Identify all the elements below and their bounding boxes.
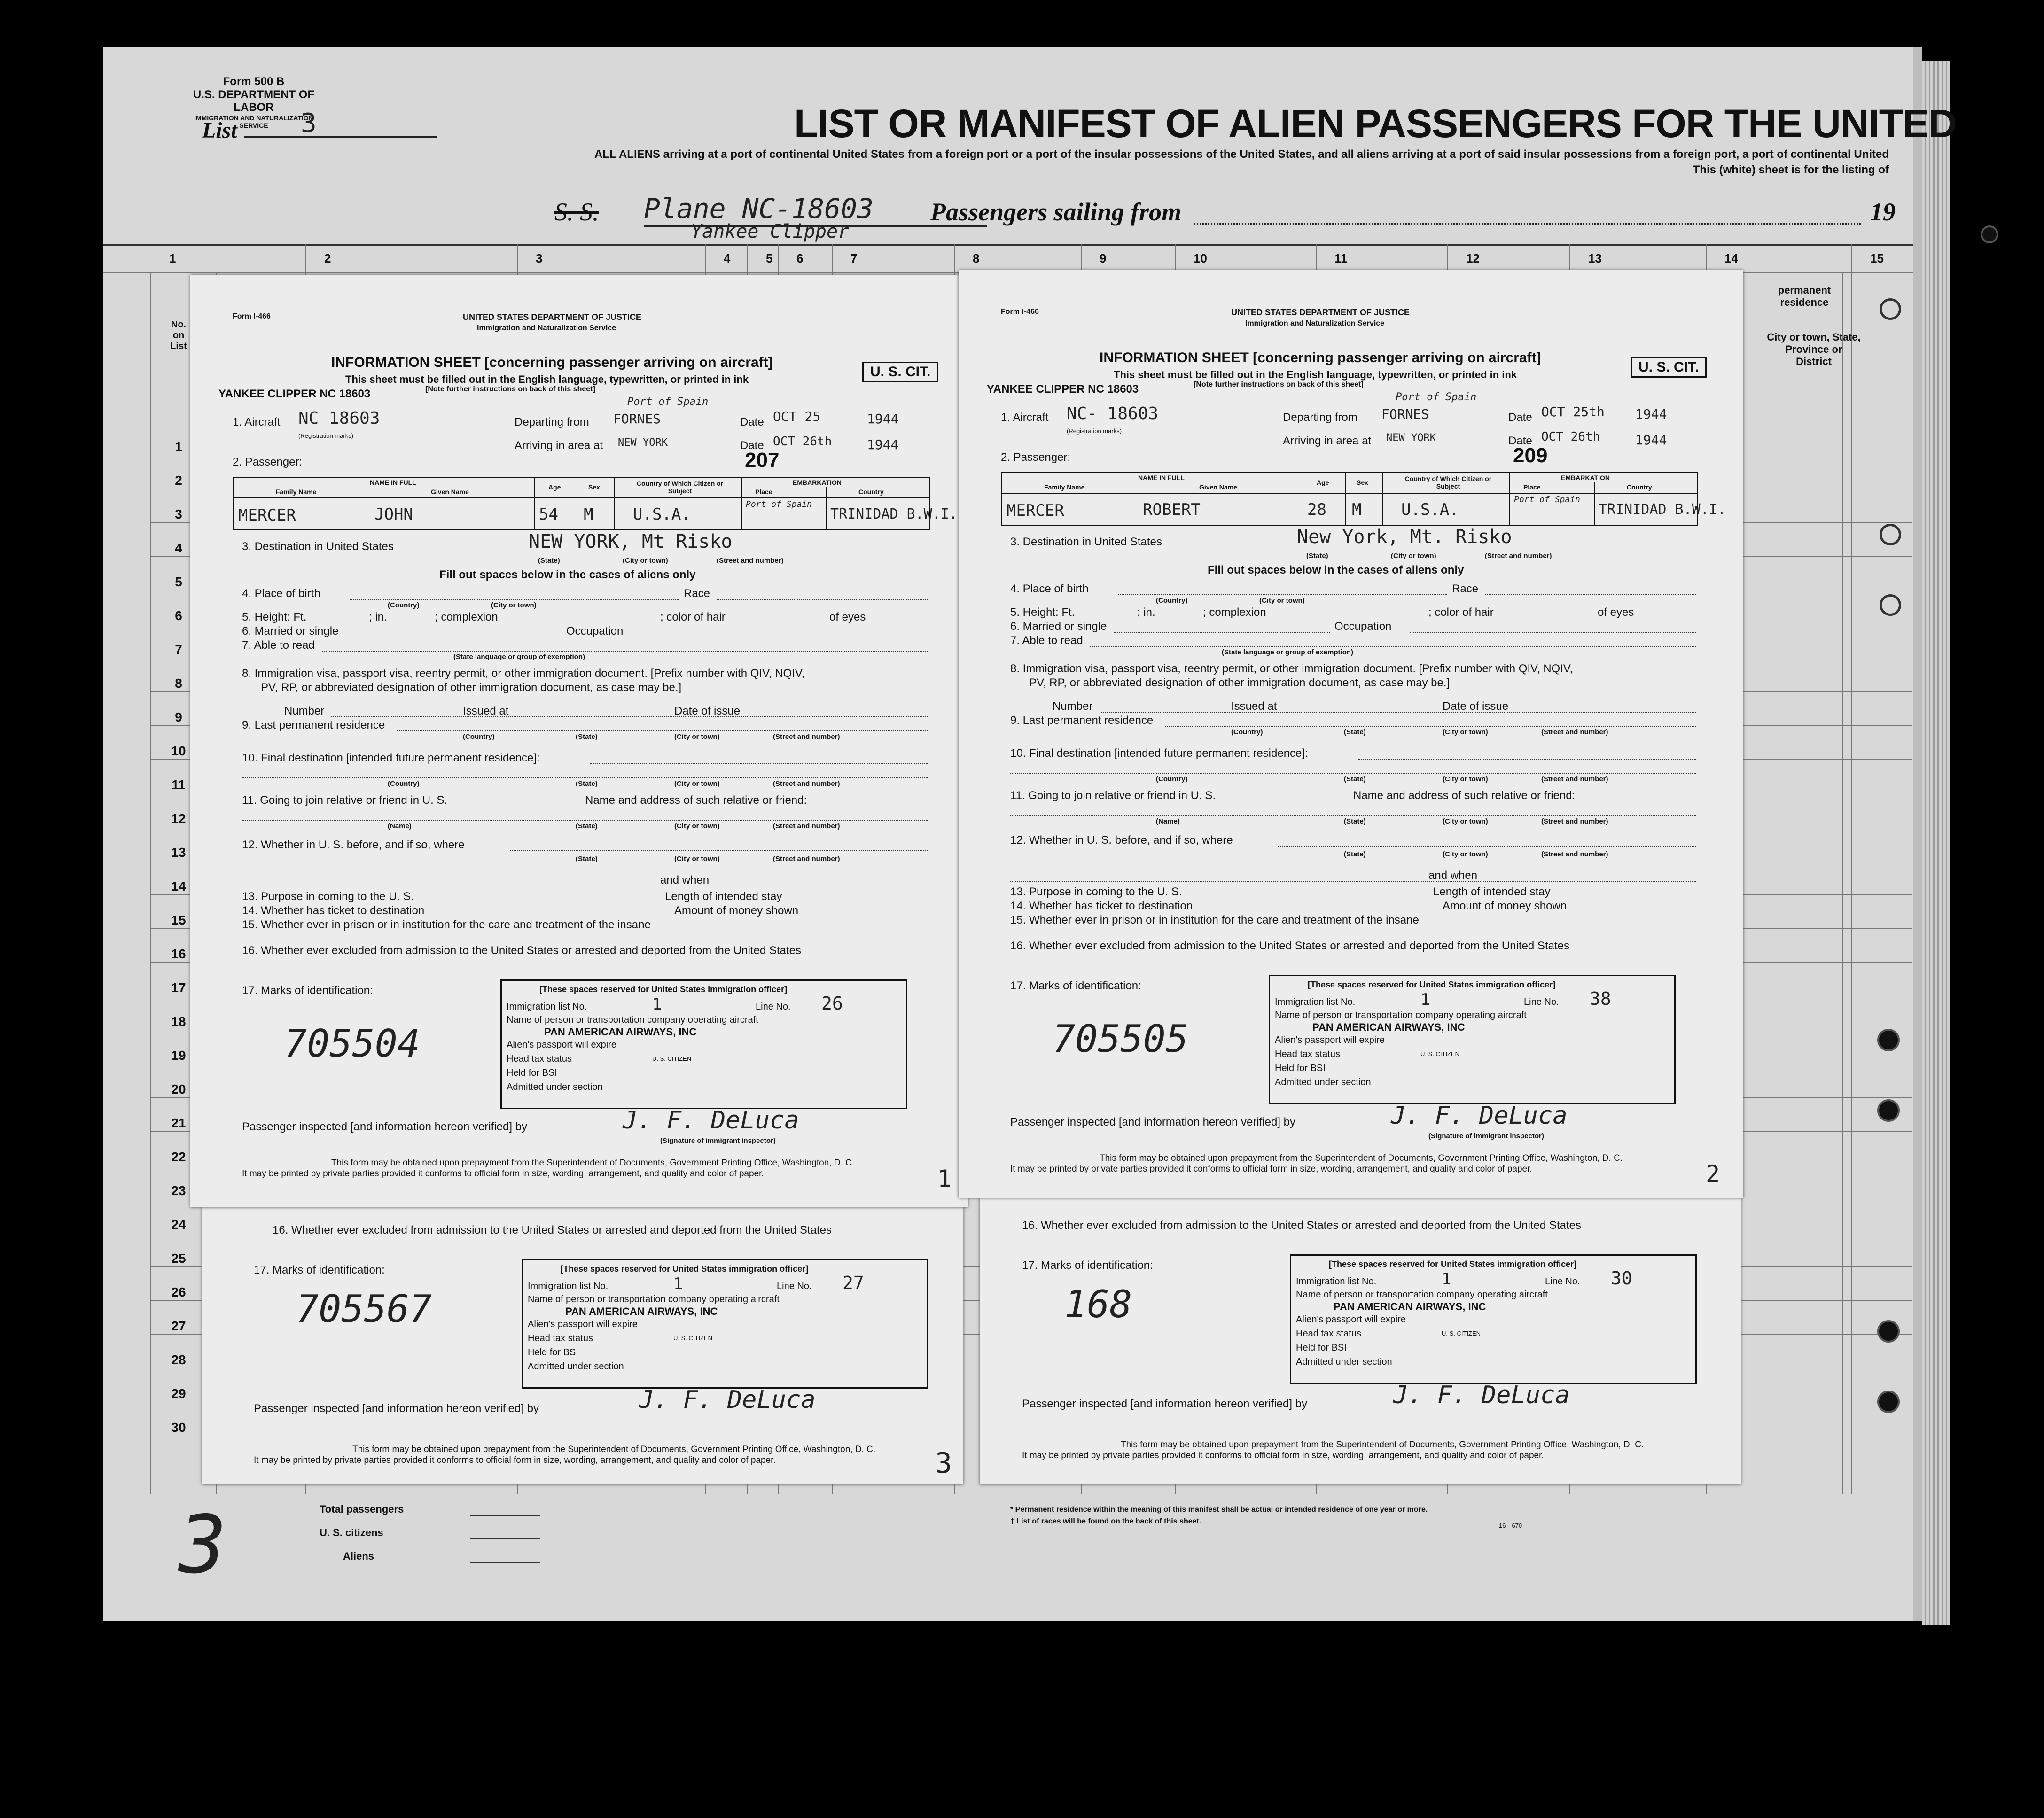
punch-hole — [1981, 225, 1998, 243]
footnote-residence: * Permanent residence within the meaning of this manifest shall be actual or intended residence of one year or more. — [1010, 1506, 1428, 1514]
signature: J. F. DeLuca — [1391, 1102, 1568, 1130]
corner-number: 2 — [1706, 1160, 1720, 1188]
row-number: 12 — [171, 811, 186, 826]
row-number: 23 — [171, 1183, 186, 1198]
info-sheet-robert-mercer: Form I-466 UNITED STATES DEPARTMENT OF JUSTICE Immigration and Naturalization Service INFORMATION SHEET [concerning passenger arriving on aircraft] This sheet must be filled out in the English language, typewritten, or printed in ink [Note further instructions on back of this sheet] U. S. CIT. YANKEE CLIPPER NC 18603 1. Aircraft NC- 18603 (Registration marks) Departing from Port of Spain FORNES Date OCT 25th 1944 Arriving in area at NEW YORK Date OCT 26th 1944 2. Passenger: 209 NAME IN FULL Family Name Given Name Age Sex Country of Which Citizen or Subject EMBARKATION Place Country MERCER ROBERT 28 M U.S.A. Port of Spain TRINIDAD B.W.I. 3. Destination in United States New York, Mt. Risko (State) (City or town) (Street and number) Fill out spaces below in the cases of aliens only 4. Place of birth Race (Country) (City or town) 5. Height: Ft. ; in. ; complexion ; color of hair of eyes 6. Married or single Occupation 7. Able to read (State language or group of exemption) 8. Immigration visa, passport visa, reentry permit, or other immigration document. [Prefix number with QIV, NQIV, PV, RP, or abbreviated designation of other immigration document, as case may be.] Number Issued at Date of issue 9. Last permanent residence (Country) (State) (City or town) (Street and number) 10. Final destination [intended future permanent residence]: (Country) (State) (City or town) (Street and number) 11. Going to join relative or friend in U. S. Name and address of such relative or friend: (Name) (State) (City or town) (Street and number) 12. Whether in U. S. before, and if so, where (State) (City or town) (Street and number) and when 13. Purpose in coming to the U. S. Length of intended stay 14. Whether has ticket to destination Amount of money shown 15. Whether ever in prison or in institution for the care and treatment of the insane 16. Whether ever excluded from admission to the United States or arrested and deported from the United States 17. Marks of identification: [These spaces reserved for United States immigration officer] Immigration list No. 1 Line No. 38 Name of person or transportation company operating aircraft PAN AMERICAN AIRWAYS, INC Alien's passport will expire Head tax status U. S. CITIZEN Held for BSI Admitted under section 705505 Passenger inspected [and information hereon verified] by J. F. DeLuca (Signature of immigrant inspector) This form may be obtained upon prepayment from the Superintendent of Documents, Government Printing Office, Washington, D. C. It may be printed by private parties provided it conforms to official form in size, wording, arrangement, and quality and color of paper. 2 — [959, 270, 1743, 1198]
row-number: 10 — [171, 744, 186, 758]
punch-hole — [1877, 1391, 1900, 1413]
family-name-value: MERCER — [238, 506, 296, 525]
list-number: 3 — [301, 108, 317, 139]
passenger-number: 209 — [1513, 444, 1548, 467]
punch-hole — [1877, 1099, 1900, 1122]
hand-total: 3 — [179, 1499, 227, 1592]
column-number: 12 — [1466, 251, 1480, 265]
service: Immigration and Naturalization Service — [477, 324, 616, 332]
row-number: 19 — [171, 1048, 186, 1063]
q16-label: 16. Whether ever excluded from admission to the United States or arrested and deported from the United States — [273, 1224, 832, 1236]
given-name-value: ROBERT — [1143, 500, 1201, 519]
row-number: 16 — [171, 947, 186, 961]
ring-hole — [1880, 298, 1901, 320]
line-no-value: 38 — [1590, 988, 1611, 1009]
column-number: 9 — [1100, 251, 1107, 265]
row-number: 5 — [175, 575, 182, 589]
aircraft-value: NC 18603 — [298, 409, 380, 428]
sex-value: M — [584, 505, 593, 524]
yankee-stamp: YANKEE CLIPPER NC 18603 — [218, 388, 371, 400]
note: [Note further instructions on back of this sheet] — [425, 385, 595, 393]
ship-name: Plane NC-18603 — [644, 193, 874, 225]
dept: UNITED STATES DEPARTMENT OF JUSTICE — [1231, 308, 1410, 317]
signature: J. F. DeLuca — [639, 1386, 816, 1414]
row-number: 1 — [175, 439, 182, 454]
form-id: Form I-466 — [1001, 308, 1039, 316]
us-citizens-label: U. S. citizens — [320, 1527, 383, 1538]
marks-value: 168 — [1064, 1282, 1132, 1326]
marks-value: 705505 — [1053, 1017, 1188, 1061]
ship-name-2: Yankee Clipper — [691, 221, 850, 242]
department: U.S. DEPARTMENT OF LABOR — [193, 88, 315, 114]
row-number: 28 — [171, 1352, 186, 1367]
q17-label: 17. Marks of identification: — [254, 1264, 385, 1276]
imm-list-value: 1 — [652, 995, 662, 1014]
sailing-from-line — [1194, 223, 1861, 225]
form-code: 16—670 — [1499, 1522, 1522, 1529]
info-sheet-john-mercer: Form I-466 UNITED STATES DEPARTMENT OF JUSTICE Immigration and Naturalization Service INFORMATION SHEET [concerning passenger arriving on aircraft] This sheet must be filled out in the English language, typewritten, or printed in ink [Note further instructions on back of this sheet] U. S. CIT. YANKEE CLIPPER NC 18603 1. Aircraft NC 18603 (Registration marks) Departing from Port of Spain FORNES Date OCT 25 1944 Arriving in area at NEW YORK Date OCT 26th 1944 2. Passenger: 207 NAME IN FULL Family Name Given Name Age Sex Country of Which Citizen or Subject EMBARKATION Place Country MERCER JOHN 54 M U.S.A. Port of Spain TRINIDAD B.W.I. 3. Destination in United States NEW YORK, Mt Risko (State) (City or town) (Street and number) Fill out spaces below in the cases of aliens only 4. Place of birth Race (Country) (City or town) 5. Height: Ft. ; in. ; complexion ; color of hair of eyes 6. Married or single Occupation 7. Able to read (State language or group of exemption) 8. Immigration visa, passport visa, reentry permit, or other immigration document. [Prefix number with QIV, NQIV, PV, RP, or abbreviated designation of other immigration document, as case may be.] Number Issued at Date of issue 9. Last permanent residence (Country) (State) (City or town) (Street and number) 10. Final destination [intended future permanent residence]: (Country) (State) (City or town) (Street and number) 11. Going to join relative or friend in U. S. Name and address of such relative or friend: (Name) (State) (City or town) (Street and number) 12. Whether in U. S. before, and if so, where (State) (City or town) (Street and number) and when 13. Purpose in coming to the U. S. Length of intended stay 14. Whether has ticket to destination Amount of money shown 15. Whether ever in prison or in institution for the care and treatment of the insane 16. Whether ever excluded from admission to the United States or arrested and deported from the United States 17. Marks of identification: [These spaces reserved for United States immigration officer] Immigration list No. 1 Line No. 26 Name of person or transportation company operating aircraft PAN AMERICAN AIRWAYS, INC Alien's passport will expire Head tax status U. S. CITIZEN Held for BSI Admitted under section 705504 Passenger inspected [and information hereon verified] by J. F. DeLuca (Signature of immigrant inspector) This form may be obtained upon prepayment from the Superintendent of Documents, Government Printing Office, Washington, D. C. It may be printed by private parties provided it conforms to official form in size, wording, arrangement, and quality and color of paper. 1 — [190, 275, 968, 1207]
age-value: 54 — [539, 505, 558, 524]
marks-value: 705567 — [296, 1287, 432, 1331]
yankee-stamp: YANKEE CLIPPER NC 18603 — [987, 383, 1139, 396]
form-id: Form I-466 — [233, 312, 271, 320]
punch-hole — [1877, 1029, 1900, 1051]
officer-box: [These spaces reserved for United States immigration officer] Immigration list No. 1 Line No. 38 Name of person or transportation company operating aircraft PAN AMERICAN AIRWAYS, INC Alien's passport will expire Head tax status U. S. CITIZEN Held for BSI Admitted under section — [1269, 975, 1676, 1104]
arriving-value: NEW YORK — [1386, 432, 1436, 444]
us-cit-stamp: U. S. CIT. — [1631, 357, 1707, 378]
citizen-value: U.S.A. — [1401, 500, 1459, 519]
column-number: 10 — [1194, 251, 1207, 265]
destination-value: New York, Mt. Risko — [1297, 526, 1512, 548]
arriving-value: NEW YORK — [618, 437, 668, 449]
officer-box: [These spaces reserved for United States immigration officer] Immigration list No. 1 Line No. 30 Name of person or transportation company operating aircraft PAN AMERICAN AIRWAYS, INC Alien's passport will expire Head tax status U. S. CITIZEN Held for BSI Admitted under section — [1290, 1254, 1697, 1384]
column-number: 13 — [1588, 251, 1602, 265]
row-number: 14 — [171, 879, 186, 893]
imm-list-value: 1 — [1442, 1270, 1451, 1289]
departure-year: 1944 — [867, 411, 899, 427]
list-label: List — [202, 118, 237, 143]
permanent-residence-header: permanent residence — [1778, 284, 1831, 308]
departing-value: FORNES — [613, 411, 661, 427]
column-number: 2 — [324, 251, 331, 265]
form-number: Form 500 B — [223, 75, 285, 88]
row-number: 8 — [175, 676, 182, 691]
no-on-list-header: No. on List — [170, 319, 187, 351]
row-number: 29 — [171, 1386, 186, 1401]
footnote-races: † List of races will be found on the back of this sheet. — [1010, 1517, 1201, 1525]
info-sheet-under-left: 16. Whether ever excluded from admission to the United States or arrested and deported from the United States 17. Marks of identification: [These spaces reserved for United States immigration officer] Immigration list No. 1 Line No. 27 Name of person or transportation company operating aircraft PAN AMERICAN AIRWAYS, INC Alien's passport will expire Head tax status U. S. CITIZEN Held for BSI Admitted under section 705567 Passenger inspected [and information hereon verified] by J. F. DeLuca This form may be obtained upon prepayment from the Superintendent of Documents, Government Printing Office, Washington, D. C. It may be printed by private parties provided it conforms to official form in size, wording, arrangement, and quality and color of paper. 3 — [202, 1193, 963, 1484]
port-note: Port of Spain — [1396, 391, 1477, 403]
embark-place-value: Port of Spain — [1514, 495, 1580, 505]
page-stack-edge — [1922, 61, 1950, 1625]
row-number: 2 — [175, 473, 182, 488]
row-number: 6 — [175, 608, 182, 623]
us-cit-stamp: U. S. CIT. — [862, 362, 938, 382]
embark-country-value: TRINIDAD B.W.I. — [830, 506, 958, 522]
column-number: 7 — [850, 251, 858, 265]
total-passengers-label: Total passengers — [320, 1503, 404, 1515]
arrival-year: 1944 — [867, 437, 899, 452]
row-number: 18 — [171, 1014, 186, 1029]
column-number: 15 — [1870, 251, 1884, 265]
dept: UNITED STATES DEPARTMENT OF JUSTICE — [463, 312, 642, 322]
ss-label: S. S. — [554, 198, 599, 226]
column-number: 3 — [536, 251, 543, 265]
sailing-from-label: Passengers sailing from — [930, 198, 1182, 226]
embark-place-value: Port of Spain — [746, 499, 812, 509]
column-number: 6 — [796, 251, 804, 265]
instruction: This sheet must be filled out in the English language, typewritten, or printed in ink — [1114, 369, 1517, 381]
column-number: 5 — [766, 251, 773, 265]
given-name-value: JOHN — [374, 505, 413, 524]
column-number: 8 — [973, 251, 980, 265]
punch-hole — [1877, 1320, 1900, 1343]
row-number: 24 — [171, 1217, 186, 1232]
sheet-heading: INFORMATION SHEET [concerning passenger arriving on aircraft] — [331, 355, 773, 370]
row-number: 30 — [171, 1420, 186, 1435]
row-number: 26 — [171, 1285, 186, 1299]
row-number: 27 — [171, 1319, 186, 1333]
marks-value: 705504 — [284, 1022, 420, 1065]
corner-number: 3 — [935, 1447, 952, 1480]
row-number: 21 — [171, 1116, 186, 1130]
line-no-value: 26 — [821, 993, 843, 1014]
passenger-table: NAME IN FULL Family Name Given Name Age Sex Country of Which Citizen or Subject EMBARKATION Place Country MERCER JOHN 54 M U.S.A. Port of Spain TRINIDAD B.W.I. — [233, 477, 930, 530]
corner-number: 1 — [937, 1165, 952, 1192]
destination-value: NEW YORK, Mt Risko — [529, 531, 733, 552]
row-number: 9 — [175, 710, 182, 724]
officer-box: [These spaces reserved for United States immigration officer] Immigration list No. 1 Line No. 26 Name of person or transportation company operating aircraft PAN AMERICAN AIRWAYS, INC Alien's passport will expire Head tax status U. S. CITIZEN Held for BSI Admitted under section — [500, 979, 907, 1109]
aliens-label: Aliens — [343, 1550, 374, 1562]
row-number: 20 — [171, 1082, 186, 1096]
sex-value: M — [1352, 500, 1362, 519]
line-no-value: 27 — [843, 1273, 864, 1293]
departure-date: OCT 25th — [1541, 404, 1605, 420]
signature: J. F. DeLuca — [623, 1106, 799, 1134]
arrival-year: 1944 — [1635, 432, 1667, 448]
row-number: 3 — [175, 507, 182, 521]
arrival-date: OCT 26th — [773, 435, 832, 449]
row-number: 22 — [171, 1150, 186, 1164]
departure-date: OCT 25 — [773, 409, 821, 424]
row-number: 15 — [171, 913, 186, 927]
embark-country-value: TRINIDAD B.W.I. — [1599, 501, 1726, 518]
manifest-subtitle: ALL ALIENS arriving at a port of continental United States from a foreign port or a port of the insular possessions of the United States, and all aliens arriving at a port of said insular possessions from a foreign port, a port of continental United — [594, 148, 1889, 161]
age-value: 28 — [1307, 500, 1326, 519]
note: [Note further instructions on back of this sheet] — [1194, 381, 1364, 388]
row-number: 11 — [172, 777, 186, 792]
manifest-title: LIST OR MANIFEST OF ALIEN PASSENGERS FOR THE UNITED — [794, 101, 1957, 146]
passenger-number: 207 — [745, 449, 780, 472]
port-note: Port of Spain — [627, 396, 709, 408]
officer-box: [These spaces reserved for United States immigration officer] Immigration list No. 1 Line No. 27 Name of person or transportation company operating aircraft PAN AMERICAN AIRWAYS, INC Alien's passport will expire Head tax status U. S. CITIZEN Held for BSI Admitted under section — [522, 1259, 928, 1389]
ring-hole — [1880, 524, 1901, 545]
signature: J. F. DeLuca — [1393, 1381, 1570, 1409]
ring-hole — [1880, 594, 1901, 616]
row-number: 13 — [171, 845, 186, 860]
column-header-top — [103, 244, 1913, 246]
row-number: 17 — [171, 980, 186, 995]
aircraft-value: NC- 18603 — [1067, 404, 1159, 423]
family-name-value: MERCER — [1006, 501, 1064, 520]
list-line — [244, 136, 437, 138]
instruction: This sheet must be filled out in the English language, typewritten, or printed in ink — [345, 373, 749, 385]
row-number: 25 — [171, 1251, 186, 1266]
info-sheet-under-right: 16. Whether ever excluded from admission to the United States or arrested and deported from the United States 17. Marks of identification: [These spaces reserved for United States immigration officer] Immigration list No. 1 Line No. 30 Name of person or transportation company operating aircraft PAN AMERICAN AIRWAYS, INC Alien's passport will expire Head tax status U. S. CITIZEN Held for BSI Admitted under section 168 Passenger inspected [and information hereon verified] by J. F. DeLuca This form may be obtained upon prepayment from the Superintendent of Documents, Government Printing Office, Washington, D. C. It may be printed by private parties provided it conforms to official form in size, wording, arrangement, and quality and color of paper. — [980, 1193, 1741, 1484]
row-number: 7 — [175, 642, 182, 657]
citizen-value: U.S.A. — [633, 505, 691, 524]
column-number: 14 — [1724, 251, 1738, 265]
line-no-value: 30 — [1611, 1268, 1632, 1289]
imm-list-value: 1 — [1420, 990, 1430, 1009]
service: Immigration and Naturalization Service — [1245, 319, 1385, 327]
departing-value: FORNES — [1381, 406, 1429, 422]
row-number: 4 — [175, 541, 182, 555]
manifest-subtitle-2: This (white) sheet is for the listing of — [1693, 163, 1889, 176]
departure-year: 1944 — [1635, 406, 1667, 422]
column-number: 4 — [724, 251, 731, 265]
column-number: 1 — [169, 251, 176, 265]
year-prefix: 19 — [1870, 198, 1896, 226]
city-state-header: City or town, State, Province or District — [1767, 331, 1861, 367]
passenger-table: NAME IN FULL Family Name Given Name Age Sex Country of Which Citizen or Subject EMBARKATION Place Country MERCER ROBERT 28 M U.S.A. Port of Spain TRINIDAD B.W.I. — [1001, 472, 1698, 526]
column-number: 11 — [1334, 251, 1348, 265]
sheet-heading: INFORMATION SHEET [concerning passenger arriving on aircraft] — [1100, 350, 1541, 365]
arrival-date: OCT 26th — [1541, 430, 1600, 444]
service: IMMIGRATION AND NATURALIZATION SERVICE — [194, 114, 313, 129]
imm-list-value: 1 — [673, 1274, 683, 1293]
